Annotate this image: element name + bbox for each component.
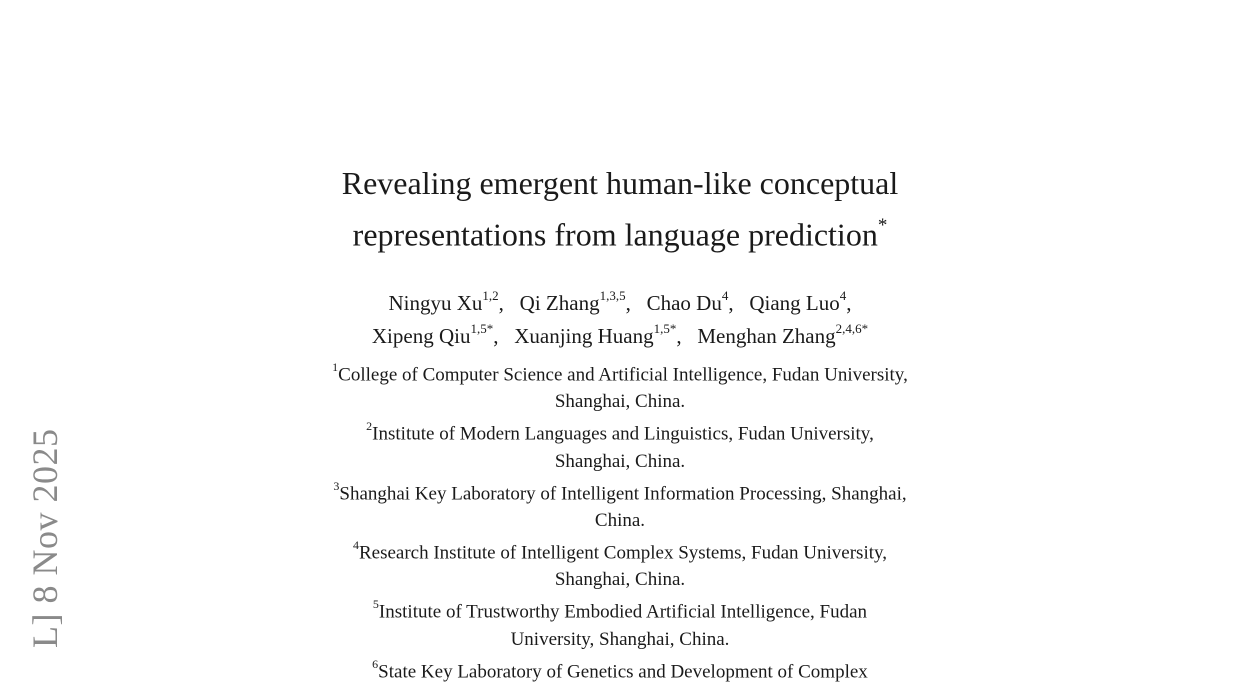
affiliation-text: Research Institute of Intelligent Complex Systems, Fudan University, [358,542,888,564]
author [749,288,847,315]
author-affiliation-mark: 1,5* [470,321,494,336]
title-line-2-text: representations from language prediction [352,216,878,253]
author [697,321,869,348]
author-affiliation-mark: 4 [839,288,847,303]
affiliation-line: Shanghai, China. [554,450,686,472]
affiliation [0,534,1240,593]
author [519,288,626,315]
affiliation-text: State Key Laboratory of Genetics and Development of Complex [378,660,868,682]
affiliation-line: Shanghai, China. [554,391,686,413]
affiliation-line [0,356,1240,388]
affiliation-text: Shanghai Key Laboratory of Intelligent Information Processing, Shanghai, [339,482,907,504]
affiliation-line: China. [594,509,646,531]
affiliation-number: 2 [366,419,373,434]
affiliation-number: 3 [333,478,340,493]
affiliation-text: Institute of Trustworthy Embodied Artificial Intelligence, Fudan [378,601,868,623]
author [514,321,677,348]
author-name: Chao Du [646,291,722,315]
affiliation [0,356,1240,415]
affiliation-line [0,653,1240,685]
author-name: Ningyu Xu [388,291,483,315]
affiliation-line: Shanghai, China. [554,569,686,591]
author-name: Qiang Luo [749,291,840,315]
affiliation-number: 1 [332,360,339,374]
arxiv-stamp-text: L] 8 Nov 2025 [25,428,65,648]
author [388,288,499,315]
affiliation [0,475,1240,534]
affiliation-number: 6 [372,656,379,671]
author-affiliation-mark: 4 [721,288,729,303]
author-name: Qi Zhang [519,291,600,315]
author [371,321,494,348]
affiliation-number: 5 [372,597,379,612]
author-name: Xipeng Qiu [371,324,471,348]
author-name: Menghan Zhang [697,324,836,348]
affiliation-line [0,475,1240,507]
author [646,288,729,315]
affiliation-list [0,356,1240,685]
author-affiliation-mark: 1,5* [653,321,677,336]
author-line-2: Xipeng Qiu$^{1,5*}$, Xuanjing Huang$^{1,5*}$, Menghan Zhang$^{2,4,6*}$ [371,321,869,348]
affiliation-text: College of Computer Science and Artificial Intelligence, Fudan University, [338,364,908,386]
paper-title [0,160,1240,258]
author-list [0,284,1240,350]
author-affiliation-mark: 1,3,5 [599,288,626,303]
affiliation-line [0,534,1240,566]
affiliation [0,415,1240,474]
author-affiliation-mark: 2,4,6* [835,321,869,336]
author-line-1: Ningyu Xu$^{1,2}$, Qi Zhang$^{1,3,5}$, Chao Du$^4$, Qiang Luo$^4$, [388,288,852,315]
affiliation-line [0,593,1240,625]
title-footnote-mark: * [877,215,888,236]
affiliation-number: 4 [352,537,359,552]
author-name: Xuanjing Huang [514,324,654,348]
affiliation [0,653,1240,685]
affiliation [0,593,1240,652]
title-line-2 [0,206,1240,258]
affiliation-line [0,415,1240,447]
affiliation-text: Institute of Modern Languages and Linguistics, Fudan University, [372,423,874,445]
author-affiliation-mark: 1,2 [482,288,499,303]
title-line-1: Revealing emergent human-like conceptual [341,165,899,201]
affiliation-line: University, Shanghai, China. [510,628,730,650]
